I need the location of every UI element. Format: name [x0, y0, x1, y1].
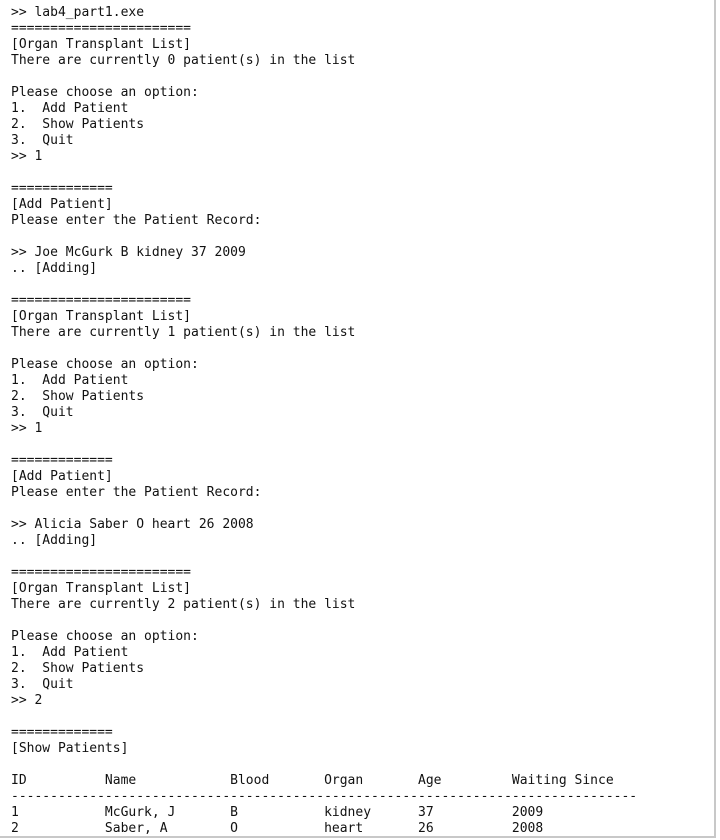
terminal-line: 1 McGurk, J B kidney 37 2009	[11, 805, 544, 820]
terminal-line: 3. Quit	[11, 133, 74, 148]
terminal-line: >> Alicia Saber O heart 26 2008	[11, 517, 254, 532]
terminal-line: 1. Add Patient	[11, 101, 129, 116]
terminal-line: Please choose an option:	[11, 629, 199, 644]
terminal-line: ID Name Blood Organ Age Waiting Since	[11, 773, 614, 788]
terminal-line: =============	[11, 181, 113, 196]
terminal-line: 2. Show Patients	[11, 661, 145, 676]
terminal-line: 2. Show Patients	[11, 117, 145, 132]
terminal-line: >> 2	[11, 693, 43, 708]
terminal-line: >> 1	[11, 421, 43, 436]
terminal-line	[11, 437, 714, 453]
terminal-line	[11, 165, 714, 181]
terminal-line	[11, 709, 714, 725]
terminal-line: 3. Quit	[11, 677, 74, 692]
terminal-line: 3. Quit	[11, 405, 74, 420]
terminal-line: [Organ Transplant List]	[11, 581, 192, 596]
terminal-line: =============	[11, 725, 113, 740]
terminal-line: .. [Adding]	[11, 261, 98, 276]
terminal-line	[11, 501, 714, 517]
terminal-line	[11, 549, 714, 565]
terminal-line: .. [Adding]	[11, 533, 98, 548]
terminal-line	[11, 757, 714, 773]
terminal-line: >> 1	[11, 149, 43, 164]
terminal-line	[11, 613, 714, 629]
terminal-line	[11, 341, 714, 357]
terminal-line	[11, 277, 714, 293]
terminal-line: [Organ Transplant List]	[11, 37, 192, 52]
terminal-line: Please choose an option:	[11, 85, 199, 100]
terminal-line: There are currently 0 patient(s) in the list	[11, 53, 356, 68]
terminal-line: 1. Add Patient	[11, 373, 129, 388]
terminal-line: [Show Patients]	[11, 741, 129, 756]
terminal-line: --------------------------------------------------------------------------------	[11, 789, 638, 804]
terminal-line: >> Joe McGurk B kidney 37 2009	[11, 245, 246, 260]
terminal-line: There are currently 1 patient(s) in the list	[11, 325, 356, 340]
terminal-line	[11, 229, 714, 245]
terminal-line: Please choose an option:	[11, 357, 199, 372]
terminal-line: There are currently 2 patient(s) in the list	[11, 597, 356, 612]
terminal-line: Please enter the Patient Record:	[11, 485, 262, 500]
terminal-line: =======================	[11, 293, 192, 308]
terminal-line: [Add Patient]	[11, 197, 113, 212]
terminal-line: [Organ Transplant List]	[11, 309, 192, 324]
terminal-line: 2 Saber, A O heart 26 2008	[11, 821, 544, 836]
terminal-line: =======================	[11, 21, 192, 36]
terminal-line: =============	[11, 453, 113, 468]
terminal-line: Please enter the Patient Record:	[11, 213, 262, 228]
terminal-line: 2. Show Patients	[11, 389, 145, 404]
terminal-line	[11, 69, 714, 85]
terminal-line: [Add Patient]	[11, 469, 113, 484]
terminal-line: =======================	[11, 565, 192, 580]
terminal-line: 1. Add Patient	[11, 645, 129, 660]
terminal-line: >> lab4_part1.exe	[11, 5, 145, 20]
